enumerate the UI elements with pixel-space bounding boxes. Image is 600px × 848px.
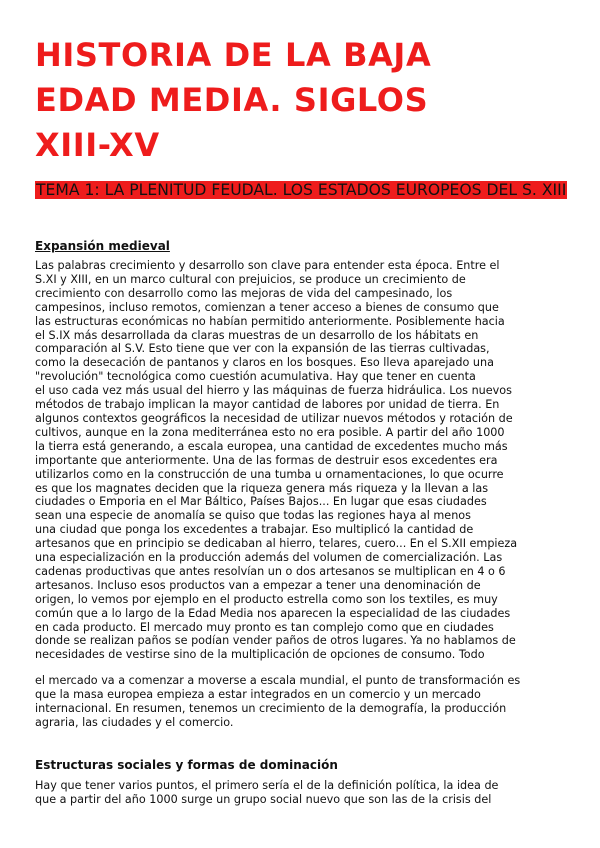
text-line: artesanos. Incluso esos productos van a empezar a tener una denominación de [35, 578, 481, 592]
text-line: una ciudad que ponga los excedentes a trabajar. Eso multiplicó la cantidad de [35, 523, 474, 537]
document-title-line-3: XIII-XV [35, 126, 160, 164]
text-line: en cada producto. El mercado muy pronto es tan complejo como que en ciudades [35, 620, 494, 634]
text-line: el S.IX más desarrollada da claras muestras de un desarrollo de los hábitats en [35, 328, 479, 342]
text-line: comparación al S.V. Esto tiene que ver con la expansión de las tierras cultivadas, [35, 342, 490, 356]
section2-paragraph-1 [35, 779, 555, 807]
text-line: donde se realizan paños se podían vender paños de otros lugares. Ya no hablamos de [35, 634, 516, 648]
text-line: común que a lo largo de la Edad Media nos aparecen la especialidad de las ciudades [35, 606, 511, 620]
text-line: métodos de trabajo implican la mayor cantidad de labores por unidad de tierra. En [35, 398, 500, 412]
document-title [35, 33, 575, 168]
text-line: el mercado va a comenzar a moverse a escala mundial, el punto de transformación es [35, 674, 521, 687]
text-line: que a partir del año 1000 surge un grupo social nuevo que son las de la crisis del [35, 792, 492, 806]
text-line: como la desecación de pantanos y claros en los bosques. Eso lleva aparejado una [35, 356, 494, 370]
text-line: Las palabras crecimiento y desarrollo son clave para entender esta época. Entre el [35, 259, 500, 272]
chapter-heading [35, 179, 595, 202]
chapter-heading-text: TEMA 1: LA PLENITUD FEUDAL. LOS ESTADOS EUROPEOS DEL S. XIII [36, 181, 567, 199]
text-line: "revolución" tecnológica como cuestión acumulativa. Hay que tener en cuenta [35, 370, 476, 384]
text-line: utilizarlos como en la construcción de una tumba u ornamentaciones, lo que ocurre [35, 467, 504, 481]
text-line: que la masa europea empieza a estar integrados en un comercio y un mercado [35, 687, 481, 701]
section-heading-expansion: Expansión medieval [35, 239, 170, 253]
text-line: es que los magnates deciden que la riqueza genera más riqueza y la llevan a las [35, 481, 489, 495]
text-line: la tierra está generando, a escala europea, una cantidad de excedentes mucho más [35, 439, 508, 453]
text-line: Hay que tener varios puntos, el primero sería el de la definición política, la idea de [35, 779, 499, 792]
document-title-line-2: EDAD MEDIA. SIGLOS [35, 81, 429, 119]
text-line: importante que anteriormente. Una de las formas de destruir esos excedentes era [35, 453, 498, 467]
section1-paragraph-2 [35, 674, 555, 730]
text-line: cultivos, aunque en la zona mediterránea esto no era posible. A partir del año 1000 [35, 425, 505, 439]
text-line: necesidades de vestirse sino de la multiplicación de opciones de consumo. Todo [35, 648, 485, 662]
text-line: origen, lo vemos por ejemplo en el producto estrella como son los textiles, es muy [35, 592, 498, 606]
text-line: una especialización en la producción además del volumen de comercialización. Las [35, 551, 503, 565]
text-line: internacional. En resumen, tenemos un crecimiento de la demografía, la producción [35, 701, 507, 715]
text-line: campesinos, incluso remotos, comienzan a tener acceso a bienes de consumo que [35, 300, 499, 314]
text-line: sean una especie de anomalía se quiso que todas las regiones haya al menos [35, 509, 471, 523]
section1-paragraph-1 [35, 259, 555, 662]
text-line: agraria, las ciudades y el comercio. [35, 715, 234, 729]
text-line: algunos contextos geográficos la necesidad de utilizar nuevos métodos y rotación de [35, 411, 513, 425]
text-line: S.XI y XIII, en un marco cultural con prejuicios, se produce un crecimiento de [35, 272, 466, 286]
text-line: ciudades o Emporia en el Mar Báltico, Países Bajos... En lugar que esas ciudades [35, 495, 487, 509]
text-line: las estructuras económicas no habían permitido anteriormente. Posiblemente hacia [35, 314, 505, 328]
text-line: artesanos que en principio se dedicaban al hierro, telares, cuero... En el S.XII empieza [35, 537, 518, 551]
text-line: crecimiento con desarrollo como las mejoras de vida del campesinado, los [35, 286, 453, 300]
text-line: el uso cada vez más usual del hierro y las máquinas de fuerza hidráulica. Los nuevos [35, 384, 512, 398]
document-title-line-1: HISTORIA DE LA BAJA [35, 36, 432, 74]
section-heading-estructuras: Estructuras sociales y formas de dominación [35, 758, 338, 772]
text-line: cadenas productivas que antes resolvían un o dos artesanos se multiplican en 4 o 6 [35, 564, 506, 578]
